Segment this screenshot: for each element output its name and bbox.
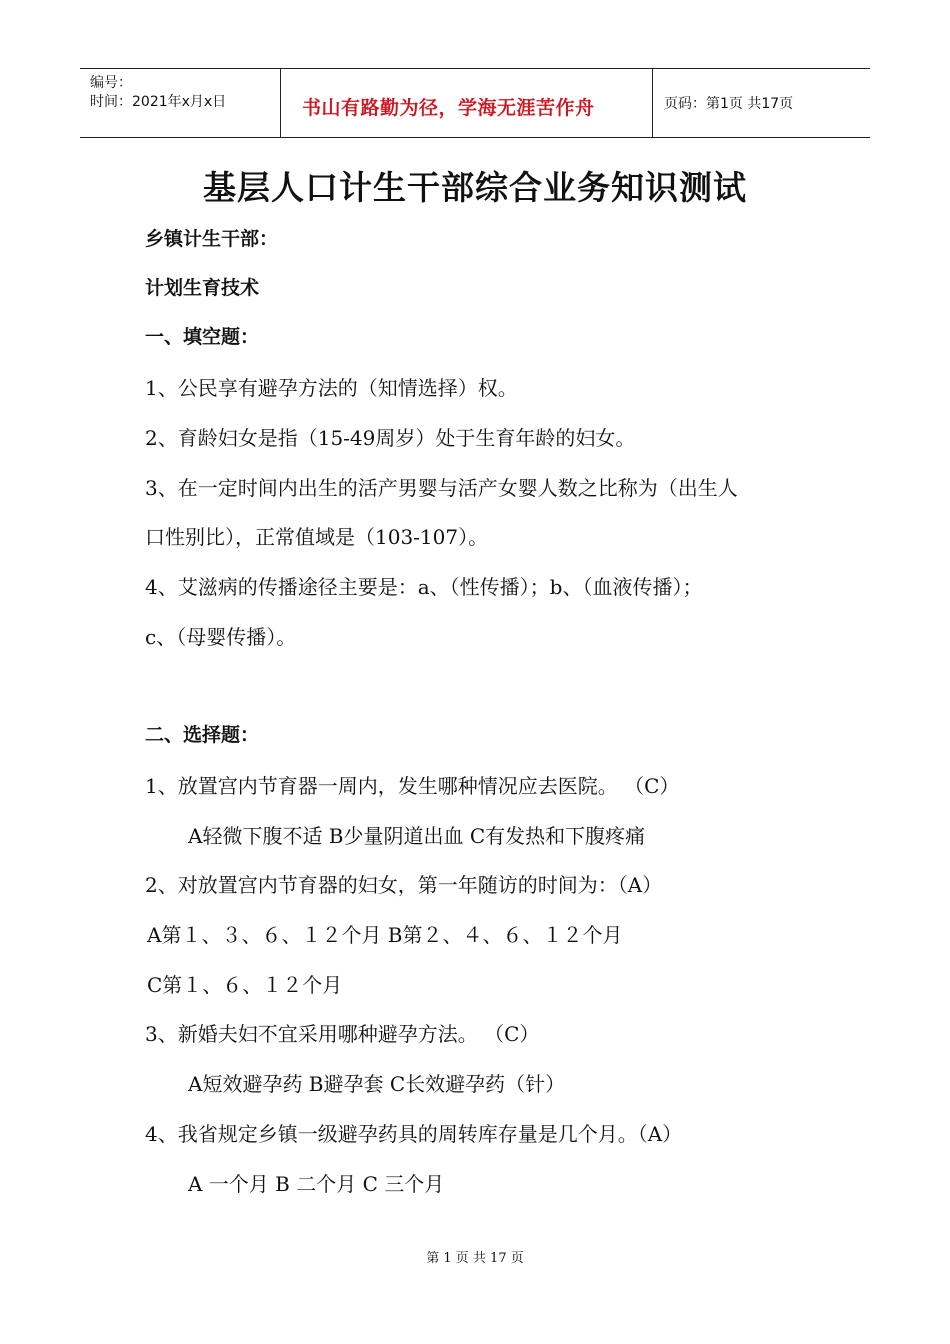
- page-footer: 第 1 页 共 17 页: [426, 1251, 524, 1266]
- section-heading: 乡镇计生干部：: [145, 228, 279, 250]
- question-line: 2、育龄妇女是指（15-49周岁）处于生育年龄的妇女。: [145, 426, 636, 450]
- question-line: 1、公民享有避孕方法的（知情选择）权。: [145, 376, 518, 400]
- option-line: A第１、３、６、１２个月 B第２、４、６、１２个月: [147, 923, 623, 947]
- document-title: 基层人口计生干部综合业务知识测试: [203, 168, 747, 207]
- page-info: 页码：第1页 共17页: [664, 96, 794, 112]
- question-line: 3、新婚夫妇不宜采用哪种避孕方法。 （C）: [145, 1022, 540, 1046]
- question-line: 4、艾滋病的传播途径主要是：a、（性传播）；b、（血液传播）；: [145, 575, 703, 599]
- section-heading: 二、选择题：: [145, 724, 260, 746]
- option-line: A轻微下腹不适 B少量阴道出血 C有发热和下腹疼痛: [188, 824, 646, 848]
- section-heading: 一、填空题：: [145, 326, 260, 348]
- option-line: A 一个月 B 二个月 C 三个月: [188, 1172, 445, 1196]
- header-table: [80, 68, 870, 138]
- option-line: C第１、６、１２个月: [147, 973, 343, 997]
- motto: 书山有路勤为径，学海无涯苦作舟: [302, 97, 595, 119]
- number-label: 编号：: [90, 75, 132, 91]
- question-line: 1、放置宫内节育器一周内，发生哪种情况应去医院。 （C）: [145, 774, 680, 798]
- section-heading: 计划生育技术: [145, 277, 260, 299]
- question-line: 4、我省规定乡镇一级避孕药具的周转库存量是几个月。（A）: [145, 1122, 683, 1146]
- question-line: 口性别比），正常值域是（103-107）。: [145, 525, 489, 549]
- header-meta-cell: [80, 69, 281, 137]
- option-line: A短效避孕药 B避孕套 C长效避孕药（针）: [188, 1072, 566, 1096]
- header-motto-cell: [282, 69, 653, 137]
- time-label: 时间：2021年x月x日: [90, 94, 227, 110]
- question-line: 2、对放置宫内节育器的妇女，第一年随访的时间为：（A）: [145, 873, 663, 897]
- question-line: 3、在一定时间内出生的活产男婴与活产女婴人数之比称为（出生人: [145, 476, 738, 500]
- question-line: c、（母婴传播）。: [145, 625, 297, 649]
